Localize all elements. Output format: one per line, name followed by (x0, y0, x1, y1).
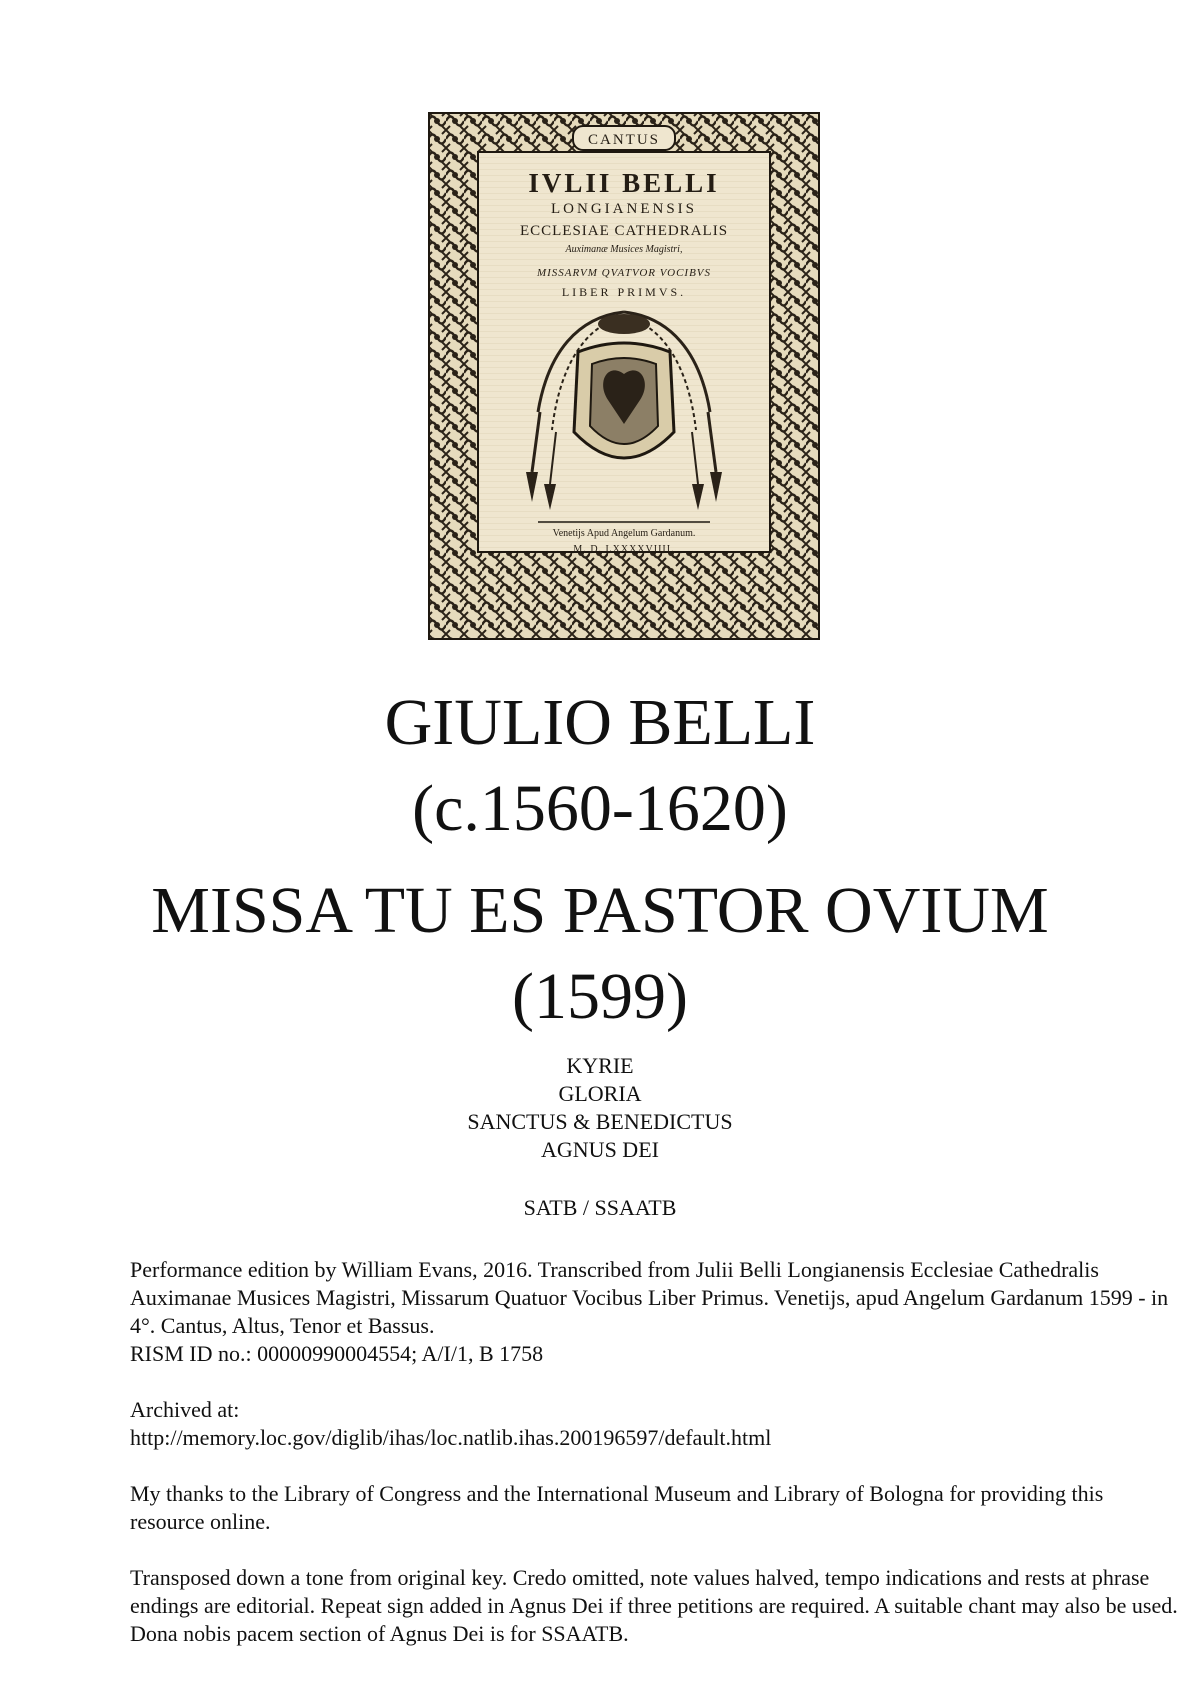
archived-url: http://memory.loc.gov/diglib/ihas/loc.natlib.ihas.200196597/default.html (130, 1425, 772, 1450)
rism-text: RISM ID no.: 00000990004554; A/I/1, B 1758 (130, 1341, 544, 1366)
composer-dates: (c.1560-1620) (412, 772, 788, 845)
editorial-text: Transposed down a tone from original key. Credo omitted, note values halved, tempo indications and rests at phrase endings are editorial. Repeat sign added in Agnus Dei if three petitions are required. A suitable chant may also be used. Dona nobis pacem section of Agnus Dei is for SSAATB. (130, 1565, 1178, 1646)
movement-item: AGNUS DEI (541, 1137, 659, 1162)
composer-heading (0, 680, 1200, 852)
work-title-heading (0, 868, 1200, 1040)
composer-name: GIULIO BELLI (384, 686, 816, 759)
edition-text: Performance edition by William Evans, 2016. Transcribed from Julii Belli Longianensis Ecclesiae Cathedralis Auximanae Musices Magistri, Missarum Quatuor Vocibus Liber Primus. Venetijs, apud Angelum Gardanum 1599 - in 4°. Cantus, Altus, Tenor et Bassus. (130, 1257, 1169, 1338)
title-line-2: LONGIANENSIS (551, 201, 697, 217)
archived-label: Archived at: (130, 1397, 240, 1422)
title-line-4: Auximanæ Musices Magistri, (565, 244, 683, 255)
work-title: MISSA TU ES PASTOR OVIUM (151, 874, 1049, 947)
voicing-line: SATB / SSAATB (523, 1195, 677, 1220)
title-page-woodcut-image (428, 112, 820, 640)
edition-note (130, 1256, 1180, 1368)
work-year: (1599) (512, 960, 688, 1033)
title-line-6: LIBER PRIMVS. (561, 285, 687, 299)
thanks-note (130, 1480, 1180, 1536)
movement-item: GLORIA (558, 1081, 642, 1106)
imprint-line: Venetijs Apud Angelum Gardanum. (552, 528, 696, 539)
thanks-text: My thanks to the Library of Congress and the International Museum and Library of Bologna for providing this resource online. (130, 1481, 1104, 1534)
title-line-5: MISSARVM QVATVOR VOCIBVS (536, 267, 712, 279)
movement-item: SANCTUS & BENEDICTUS (467, 1109, 733, 1134)
imprint-year: M. D. LXXXXVIIII. (573, 544, 675, 555)
title-line-1: IVLII BELLI (528, 168, 720, 198)
movement-list (0, 1052, 1200, 1164)
woodcut-svg (428, 112, 820, 640)
archive-note (130, 1396, 1180, 1452)
cantus-label: CANTUS (587, 132, 661, 148)
movement-item: KYRIE (566, 1053, 634, 1078)
title-line-3: ECCLESIAE CATHEDRALIS (519, 223, 729, 239)
editorial-note (130, 1564, 1180, 1648)
